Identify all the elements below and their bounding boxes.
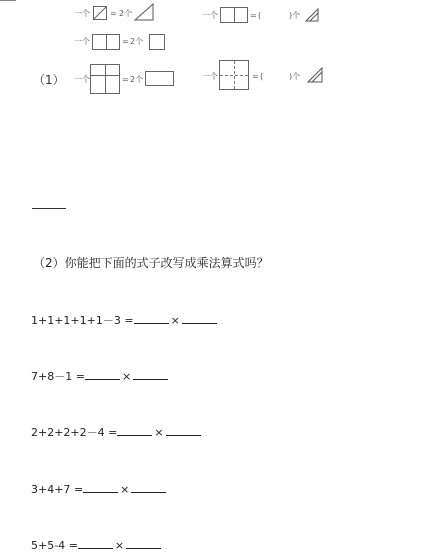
quartered-square-vline <box>105 65 106 93</box>
factor-blank-2[interactable] <box>166 424 201 436</box>
expression-text: 3+4+7 <box>31 483 71 496</box>
quartered-square-figure <box>90 64 120 94</box>
halved-rect-figure <box>92 34 120 50</box>
question2-title: （2）你能把下面的式子改写成乘法算式吗？ <box>33 256 269 270</box>
times-sign: × <box>170 314 180 327</box>
row1-right-equals: = <box>250 11 257 20</box>
row2-equals: = <box>122 37 129 46</box>
small-square-figure <box>149 34 165 50</box>
expression-row-1 <box>31 312 217 328</box>
factor-blank-2[interactable] <box>131 481 166 493</box>
expression-text: 7+8－1 <box>31 370 73 383</box>
expression-row-4 <box>31 481 166 497</box>
row1-right-close-ge: )个 <box>289 11 301 20</box>
times-sign: × <box>114 539 125 552</box>
square-diagonal-figure <box>93 6 107 20</box>
factor-blank-2[interactable] <box>133 368 168 380</box>
factor-blank-2[interactable] <box>126 537 161 549</box>
factor-blank-2[interactable] <box>182 312 217 324</box>
equals-sign: = <box>108 426 118 439</box>
row3-right-open-paren: ( <box>260 72 264 81</box>
factor-blank-1[interactable] <box>117 424 152 436</box>
equals-sign: = <box>68 539 78 552</box>
factor-blank-1[interactable] <box>78 537 113 549</box>
wide-rect-figure <box>145 71 174 86</box>
row3-right-close-ge: )个 <box>289 72 301 81</box>
dashed-square-hline <box>220 75 248 76</box>
row1-right-open-paren: ( <box>258 11 262 20</box>
times-sign: × <box>121 370 132 383</box>
expression-row-3 <box>31 424 201 440</box>
row3-left-liangge: 2个 <box>130 75 144 84</box>
question1-answer-blank[interactable] <box>32 208 66 209</box>
expression-row-2 <box>31 368 168 384</box>
question1-label: （1） <box>33 73 65 87</box>
row1-right-yige: 一个 <box>202 11 218 20</box>
equals-sign: = <box>75 370 85 383</box>
row3-right-equals: = <box>252 72 259 81</box>
expression-text: 1+1+1+1+1－3 <box>31 314 121 327</box>
row2-liangge: 2个 <box>130 37 144 46</box>
equals-sign: = <box>124 314 134 327</box>
row3-left-yige: 一个 <box>74 75 90 84</box>
row1-left-yige: 一个 <box>74 9 90 18</box>
row2-yige: 一个 <box>74 37 90 46</box>
row1-left-liangge: 2个 <box>119 9 133 18</box>
dashed-square-figure <box>219 60 249 90</box>
row1-left-equals: = <box>110 9 117 18</box>
answer-triangle-figure <box>307 67 323 83</box>
expression-text: 2+2+2+2－4 <box>31 426 105 439</box>
split-rect-divider <box>234 8 235 22</box>
row3-left-equals: = <box>122 75 129 84</box>
square-diagonal-svg <box>94 7 106 19</box>
split-rect-figure <box>220 7 248 23</box>
small-triangle-figure <box>305 8 319 22</box>
expression-row-5 <box>31 537 161 553</box>
row3-right-yige: 一个 <box>202 72 218 81</box>
right-triangle-figure <box>134 3 154 21</box>
halved-rect-divider <box>106 35 107 49</box>
factor-blank-1[interactable] <box>83 481 118 493</box>
factor-blank-1[interactable] <box>85 368 120 380</box>
equals-sign: = <box>73 483 84 496</box>
top-left-rule <box>0 0 16 1</box>
times-sign: × <box>120 483 130 496</box>
expression-text: 5+5-4 <box>31 539 66 552</box>
quartered-square-hline <box>91 75 119 76</box>
factor-blank-1[interactable] <box>134 312 169 324</box>
times-sign: × <box>154 426 164 439</box>
